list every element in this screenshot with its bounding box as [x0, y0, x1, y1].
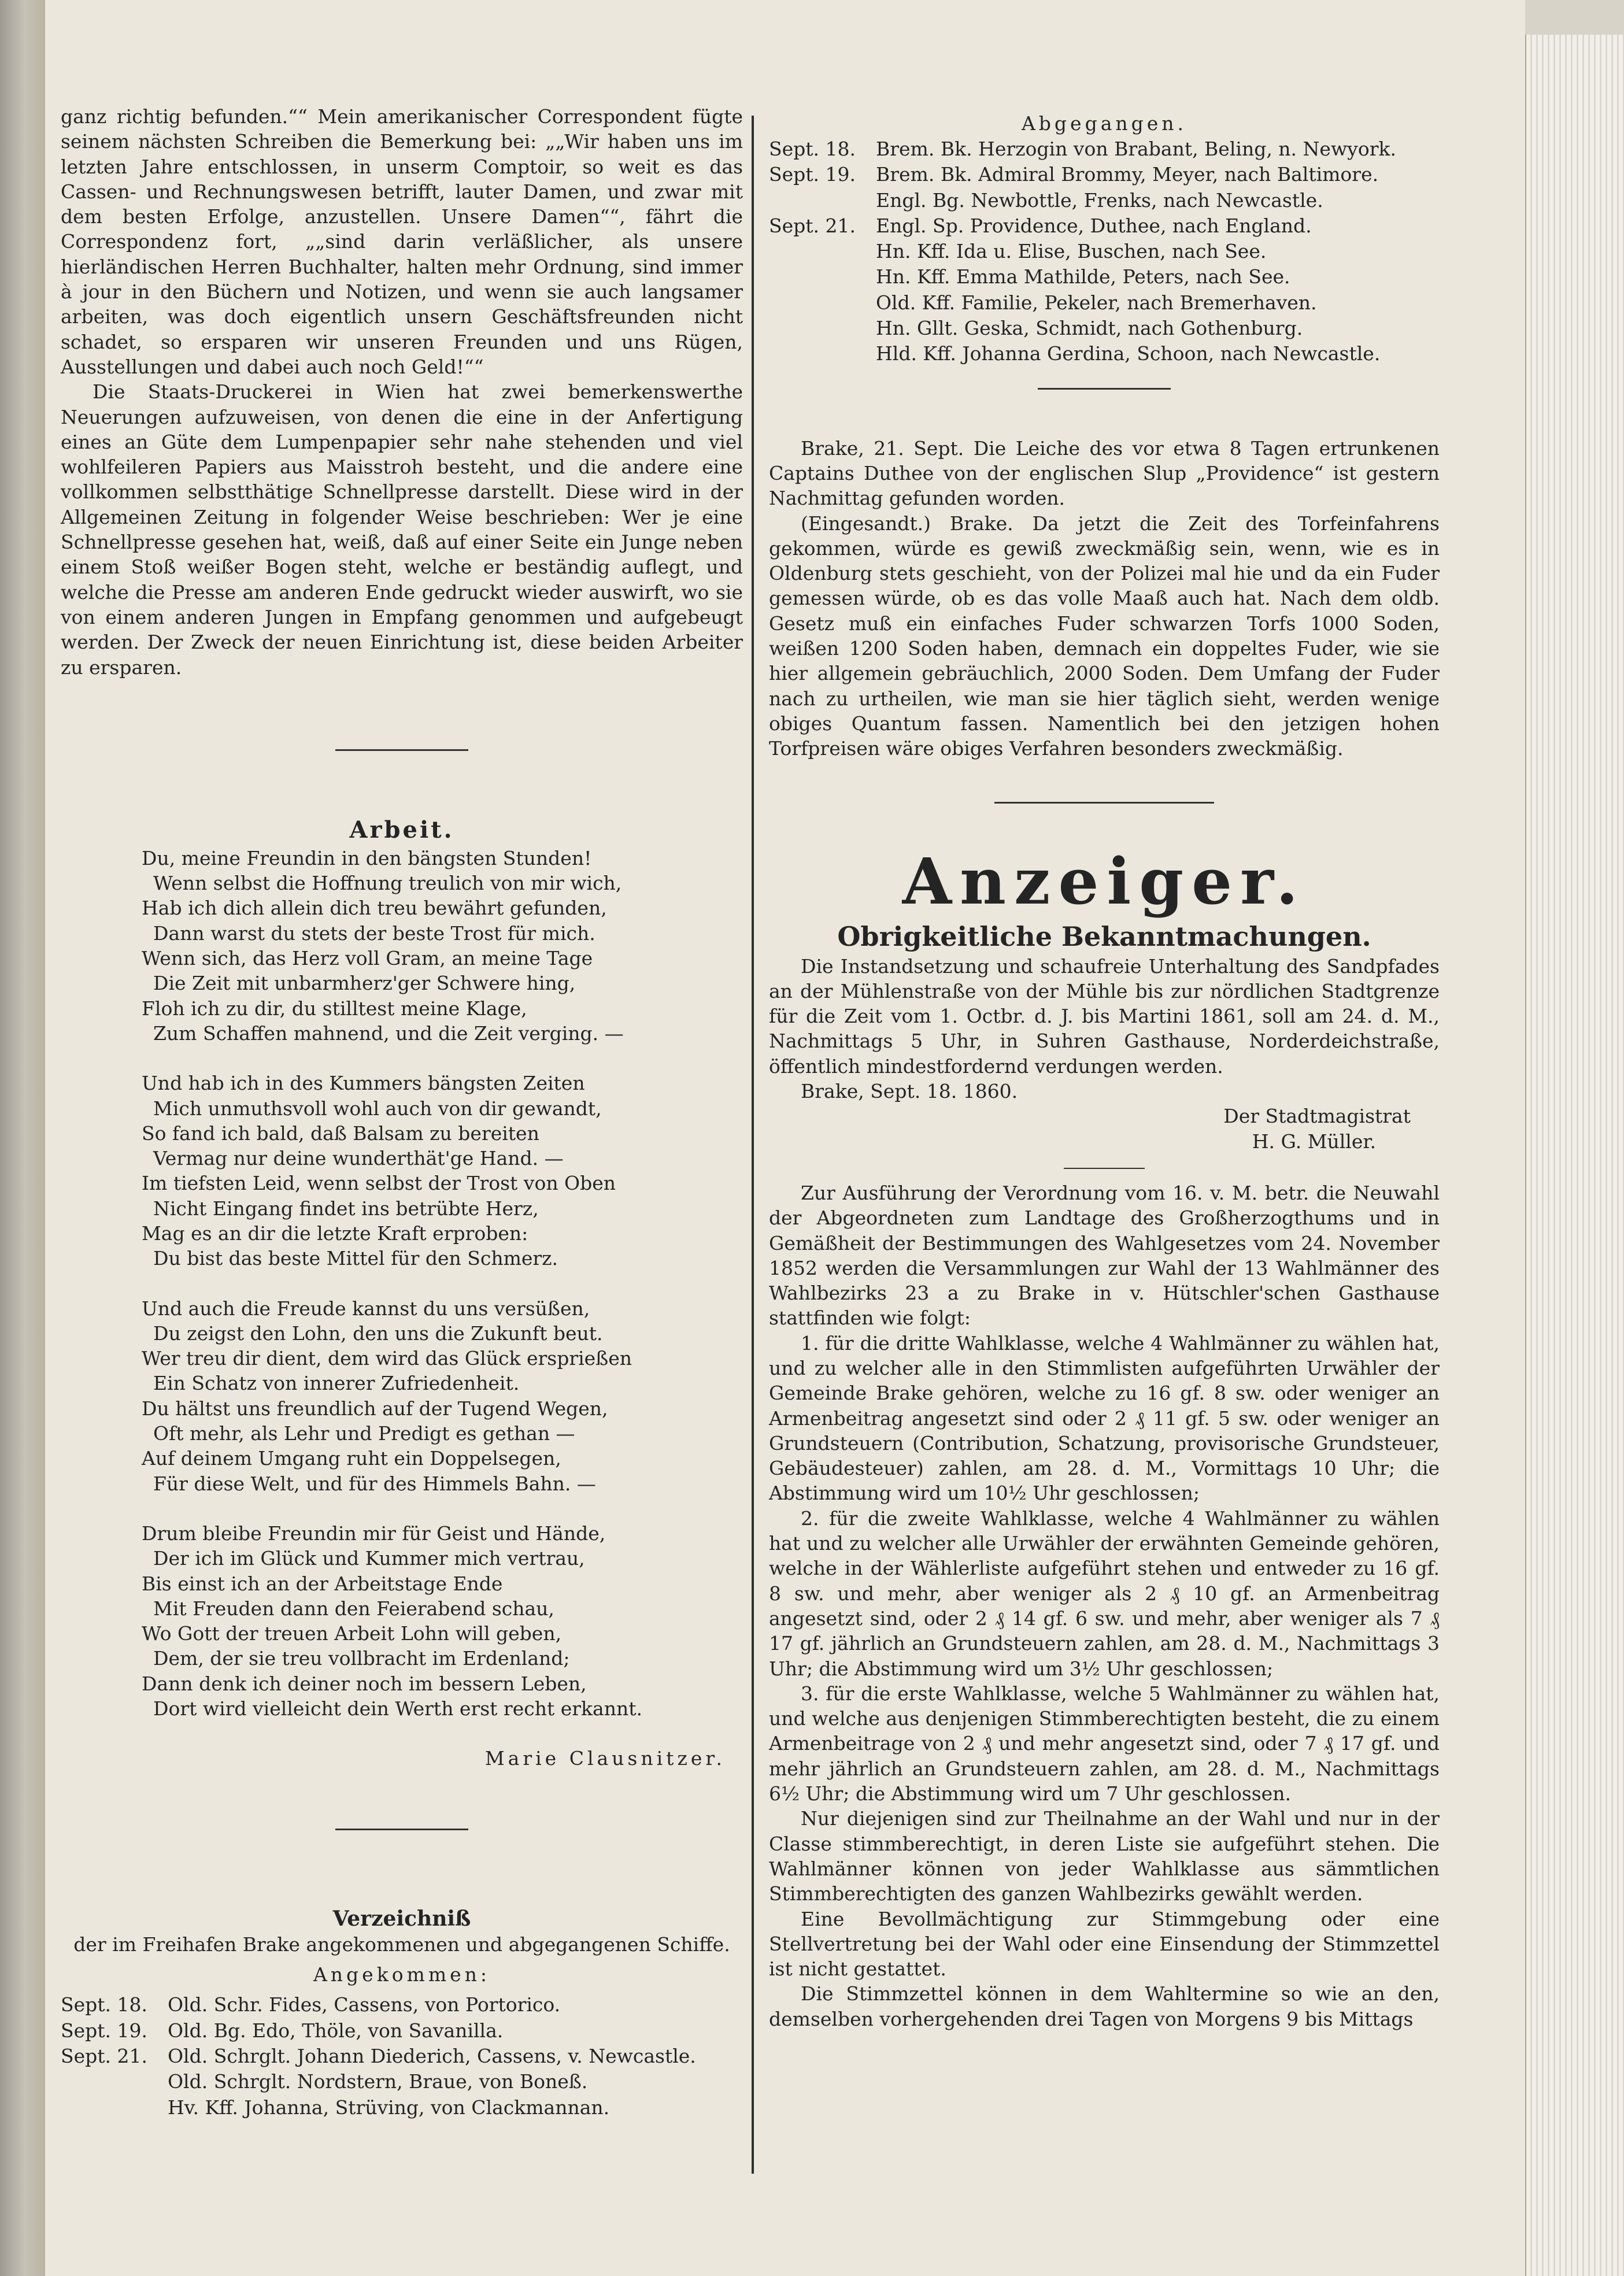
poem-line: Du bist das beste Mittel für den Schmerz. — [153, 1247, 558, 1270]
article-american-correspondent: ganz richtig befunden.““ Mein amerikanischer Correspondent fügte seinem nächsten Schreiben die Bemerkung bei: „„Wir haben uns im letzten Jahre entschlossen, in unserm Comptoir, so weit es das Cassen- und Rechnungswesen betrifft, lauter Damen, und zwar mit dem besten Erfolge, anzustellen. Unsere Damen““, fährt die Correspondenz fort, „„sind darin verläßlicher, als unsere hierländischen Herren Buchhalter, halten mehr Ordnung, sind immer à jour in den Büchern und Notizen, und wenn sie auch langsamer arbeiten, was doch eigentlich unsern Geschäftsfreunden nicht schadet, so ersparen wir unseren Freunden und uns Rügen, Ausstellungen und dabei auch noch Geld!““ — [61, 105, 743, 378]
ship-entry: Brem. Bk. Herzogin von Brabant, Beling, n. Newyork. — [876, 138, 1396, 160]
ship-row — [769, 136, 1440, 162]
ship-date — [61, 2095, 168, 2120]
election-notice-paragraph: 2. für die zweite Wahlklasse, welche 4 Wahlmänner zu wählen hat und zu welcher alle Urwähler der erwähnten Gemeinde gehören, welche in der Wählerliste aufgeführt stehen und entweder zu 16 gf. 8 sw. und mehr, aber weniger als 2 ₰ 10 gf. an Armenbeitrag angesetzt sind, oder 2 ₰ 14 gf. 6 sw. und mehr, aber weniger als 7 ₰ 17 gf. jährlich an Grundsteuern zahlen, am 28. d. M., Nachmittags 3 Uhr; die Abstimmung wird um 3½ Uhr geschlossen; — [769, 1507, 1440, 1680]
poem-line: Wenn selbst die Hoffnung treulich von mir wich, — [153, 872, 622, 895]
ship-entry: Hn. Gllt. Geska, Schmidt, nach Gothenburg. — [876, 317, 1303, 340]
poem-line: Du zeigst den Lohn, den uns die Zukunft beut. — [153, 1322, 603, 1345]
ship-entry: Engl. Sp. Providence, Duthee, nach England. — [876, 214, 1312, 237]
poem-title: Arbeit. — [349, 816, 454, 843]
ship-date: Sept. 19. — [769, 163, 856, 186]
ship-entry: Hn. Kff. Emma Mathilde, Peters, nach See. — [876, 265, 1290, 288]
ship-entry: Old. Kff. Familie, Pekeler, nach Bremerhaven. — [876, 291, 1317, 314]
poem-line: Nicht Eingang findet ins betrübte Herz, — [153, 1197, 539, 1220]
election-notice-paragraph: Nur diejenigen sind zur Theilnahme an der Wahl und nur in der Classe stimmberechtigt, in deren Liste sie aufgeführt stehen. Die Wahlmänner können von jeder Wahlklasse aus sämmtlichen Stimmberechtigten des ganzen Wahlbezirks gewählt werden. — [769, 1807, 1440, 1905]
departed-list — [769, 136, 1440, 367]
ship-entry: Old. Schrglt. Johann Diederich, Cassens, v. Newcastle. — [168, 2044, 696, 2067]
notice-signature-name: H. G. Müller. — [1252, 1130, 1376, 1153]
poem-line: Dann denk ich deiner noch im bessern Leben, — [142, 1672, 587, 1695]
anzeiger-title: Anzeiger. — [902, 843, 1307, 919]
poem-line: Bis einst ich an der Arbeitstage Ende — [142, 1572, 503, 1595]
ship-row — [769, 239, 1440, 264]
election-notice — [769, 1180, 1440, 2031]
ship-date — [769, 290, 876, 316]
ship-row — [61, 2095, 743, 2120]
ship-register-subtitle: der im Freihafen Brake angekommenen und abgegangenen Schiffe. — [73, 1933, 730, 1956]
election-notice-paragraph: Zur Ausführung der Verordnung vom 16. v. M. betr. die Neuwahl der Abgeordneten zum Landtage des Großherzogthums und in Gemäßheit der Bestimmungen des Wahlgesetzes vom 24. November 1852 werden die Versammlungen zur Wahl der 13 Wahlmänner des Wahlbezirks 23 a zu Brake in v. Hütschler'schen Gasthause stattfinden wie folgt: — [769, 1181, 1440, 1330]
ship-row — [769, 316, 1440, 341]
poem-line: Dann warst du stets der beste Trost für mich. — [153, 921, 595, 945]
ship-row — [769, 264, 1440, 290]
poem-line: Floh ich zu dir, du stilltest meine Klage, — [142, 997, 527, 1020]
ship-entry: Hld. Kff. Johanna Gerdina, Schoon, nach Newcastle. — [876, 342, 1381, 365]
ship-row — [769, 188, 1440, 213]
poem-line: Mit Freuden dann den Feierabend schau, — [153, 1597, 554, 1620]
ship-register — [61, 1905, 743, 2120]
poem-line: Die Zeit mit unbarmherz'ger Schwere hing, — [153, 972, 576, 995]
ship-row — [61, 2018, 743, 2044]
poem-line: Dort wird vielleicht dein Werth erst recht erkannt. — [153, 1697, 642, 1720]
poem-line: Drum bleibe Freundin mir für Geist und Hände, — [142, 1522, 606, 1545]
election-notice-paragraph: Die Stimmzettel können in dem Wahltermine so wie an den, demselben vorhergehenden drei Tagen von Morgens 9 bis Mittags — [769, 1982, 1440, 2030]
ship-date: Sept. 18. — [61, 1993, 147, 2016]
column-divider — [752, 116, 754, 2174]
ship-date — [769, 341, 876, 367]
poem-line: Zum Schaffen mahnend, und die Zeit verging. — — [153, 1022, 624, 1045]
official-notices-heading: Obrigkeitliche Bekanntmachungen. — [837, 920, 1371, 952]
article-state-printing-vienna: Die Staats-Druckerei in Wien hat zwei bemerkenswerthe Neuerungen aufzuweisen, von denen die eine in der Anfertigung eines an Güte dem Lumpenpapier sehr nahe stehenden und viel wohlfeileren Papiers aus Maisstroh besteht, und die andere eine vollkommen selbstthätige Schnellpresse darstellt. Diese wird in der Allgemeinen Zeitung in folgender Weise beschrieben: Wer je eine Schnellpresse gesehen hat, weiß, daß auf einer Seite ein Junge neben einem Stoß weißer Bogen steht, welche er beständig auflegt, und welche die Presse am anderen Ende gedruckt wieder auswirft, wo sie von einem anderen Jungen in Empfang genommen und aufgebeugt werden. Der Zweck der neuen Einrichtung ist, diese beiden Arbeiter zu ersparen. — [61, 380, 743, 679]
poem-line: Im tiefsten Leid, wenn selbst der Trost von Oben — [142, 1172, 616, 1195]
poem-line: Dem, der sie treu vollbracht im Erdenland; — [153, 1647, 570, 1670]
arrived-list — [61, 1992, 743, 2120]
ship-entry: Engl. Bg. Newbottle, Frenks, nach Newcastle. — [876, 188, 1323, 212]
right-column — [769, 104, 1440, 2031]
poem-line: Du hältst uns freundlich auf der Tugend Wegen, — [142, 1397, 608, 1420]
page-stack-edge — [1525, 35, 1624, 2276]
ship-date: Sept. 21. — [769, 214, 856, 237]
poem-line: So fand ich bald, daß Balsam zu bereiten — [142, 1122, 539, 1145]
ship-row — [61, 2044, 743, 2069]
ship-row — [769, 290, 1440, 316]
poem-line: Und auch die Freude kannst du uns versüßen, — [142, 1297, 590, 1320]
ship-date — [769, 264, 876, 290]
poem-line: Hab ich dich allein dich treu bewährt gefunden, — [142, 897, 607, 920]
election-notice-paragraph: 1. für die dritte Wahlklasse, welche 4 Wahlmänner zu wählen hat, und zu welcher alle in den Stimmlisten aufgeführten Urwähler der Gemeinde Brake gehören, welche zu 16 gf. 8 sw. oder weniger an Armenbeitrag angesetzt sind oder 2 ₰ 11 gf. 5 sw. oder weniger an Grundsteuern (Contribution, Schatzung, provisorische Grundsteuer, Gebäudesteuer) zahlen, am 28. d. M., Vormittags 10 Uhr; die Abstimmung wird um 10½ Uhr geschlossen; — [769, 1331, 1440, 1505]
poem-stanza — [61, 1071, 743, 1271]
ship-entry: Hv. Kff. Johanna, Strüving, von Clackmannan. — [168, 2096, 610, 2119]
previous-page-edge — [0, 0, 47, 2276]
ship-entry: Old. Schrglt. Nordstern, Braue, von Boneß. — [168, 2070, 588, 2093]
poem-line: Wer treu dir dient, dem wird das Glück ersprießen — [142, 1347, 632, 1370]
poem-line: Und hab ich in des Kummers bängsten Zeiten — [142, 1072, 585, 1095]
poem-author: Marie Clausnitzer. — [484, 1747, 726, 1770]
poem-line: Mich unmuthsvoll wohl auch von dir gewandt, — [153, 1097, 602, 1120]
poem-line: Auf deinem Umgang ruht ein Doppelsegen, — [142, 1447, 561, 1470]
arrived-heading: Angekommen: — [313, 1963, 491, 1986]
ship-row — [769, 341, 1440, 367]
ship-date: Sept. 21. — [61, 2044, 147, 2067]
poem-stanza — [61, 1296, 743, 1496]
departed-heading: Abgegangen. — [1021, 112, 1188, 135]
notice-sandpfad: Die Instandsetzung und schaufreie Unterhaltung des Sandpfades an der Mühlenstraße von der Mühle bis zur nördlichen Stadtgrenze für die Zeit vom 1. Octbr. d. J. bis Martini 1861, soll am 24. d. M., Nachmittags 5 Uhr, in Suhren Gasthause, Norderdeichstraße, öffentlich mindestfordernd verdungen werden. — [769, 954, 1440, 1078]
poem-arbeit — [61, 815, 743, 1771]
ship-row — [769, 213, 1440, 239]
ship-entry: Old. Schr. Fides, Cassens, von Portorico. — [168, 1993, 561, 2016]
ship-date — [769, 188, 876, 213]
ship-date — [61, 2069, 168, 2094]
notice-signature-office: Der Stadtmagistrat — [1223, 1105, 1411, 1128]
ship-row — [61, 2069, 743, 2094]
poem-stanza — [61, 846, 743, 1046]
left-column — [61, 104, 743, 2120]
ship-row — [769, 162, 1440, 187]
poem-line: Wo Gott der treuen Arbeit Lohn will geben, — [142, 1622, 562, 1645]
ship-row — [61, 1992, 743, 2018]
news-brake-corpse: Brake, 21. Sept. Die Leiche des vor etwa 8 Tagen ertrunkenen Captains Duthee von der englischen Slup „Providence“ ist gestern Nachmittag gefunden worden. — [769, 436, 1440, 510]
ship-entry: Hn. Kff. Ida u. Elise, Buschen, nach See. — [876, 240, 1267, 263]
poem-line: Für diese Welt, und für des Himmels Bahn. — — [153, 1472, 596, 1495]
ship-register-title: Verzeichniß — [332, 1907, 471, 1931]
poem-stanza — [61, 1521, 743, 1721]
poem-line: Ein Schatz von innerer Zufriedenheit. — [153, 1372, 520, 1395]
ship-date — [769, 316, 876, 341]
ship-entry: Old. Bg. Edo, Thöle, von Savanilla. — [168, 2019, 504, 2042]
notice-place-date: Brake, Sept. 18. 1860. — [801, 1080, 1018, 1103]
ship-entry: Brem. Bk. Admiral Brommy, Meyer, nach Baltimore. — [876, 163, 1379, 186]
poem-line: Vermag nur deine wunderthät'ge Hand. — — [153, 1147, 564, 1170]
news-peat-measure: (Eingesandt.) Brake. Da jetzt die Zeit des Torfeinfahrens gekommen, würde es gewiß zweckmäßig sein, wenn, wie es in Oldenburg stets geschieht, von der Polizei mal hie und da ein Fuder gemessen würde, ob es das volle Maaß auch hat. Nach dem oldb. Gesetz muß ein einfaches Fuder schwarzen Torfs 1000 Soden, weißen 1200 Soden haben, demnach ein doppeltes Fuder, wie sie hier allgemein gebräuchlich, 2000 Soden. Dem Umfang der Fuder nach zu urtheilen, wie man sie hier täglich sieht, werden wenige obiges Quantum fassen. Namentlich bei den jetzigen hohen Torfpreisen wäre obiges Verfahren besonders zweckmäßig. — [769, 512, 1440, 760]
poem-line: Der ich im Glück und Kummer mich vertrau, — [153, 1547, 585, 1570]
ship-date: Sept. 19. — [61, 2019, 147, 2042]
poem-line: Mag es an dir die letzte Kraft erproben: — [142, 1222, 528, 1245]
poem-line: Du, meine Freundin in den bängsten Stunden! — [142, 846, 592, 869]
ship-date: Sept. 18. — [769, 138, 856, 160]
poem-line: Wenn sich, das Herz voll Gram, an meine Tage — [142, 947, 593, 970]
ship-date — [769, 239, 876, 264]
election-notice-paragraph: 3. für die erste Wahlklasse, welche 5 Wahlmänner zu wählen hat, und welche aus denjenigen Stimmberechtigten besteht, die zu einem Armenbeitrage von 2 ₰ und mehr angesetzt sind, oder 7 ₰ 17 gf. und mehr jährlich an Grundsteuern zahlen, am 28. d. M., Nachmittags 6½ Uhr; die Abstimmung wird um 7 Uhr geschlossen. — [769, 1682, 1440, 1805]
poem-line: Oft mehr, als Lehr und Predigt es gethan — — [153, 1422, 575, 1445]
election-notice-paragraph: Eine Bevollmächtigung zur Stimmgebung oder eine Stellvertretung bei der Wahl oder eine Einsendung der Stimmzettel ist nicht gestattet. — [769, 1907, 1440, 1981]
